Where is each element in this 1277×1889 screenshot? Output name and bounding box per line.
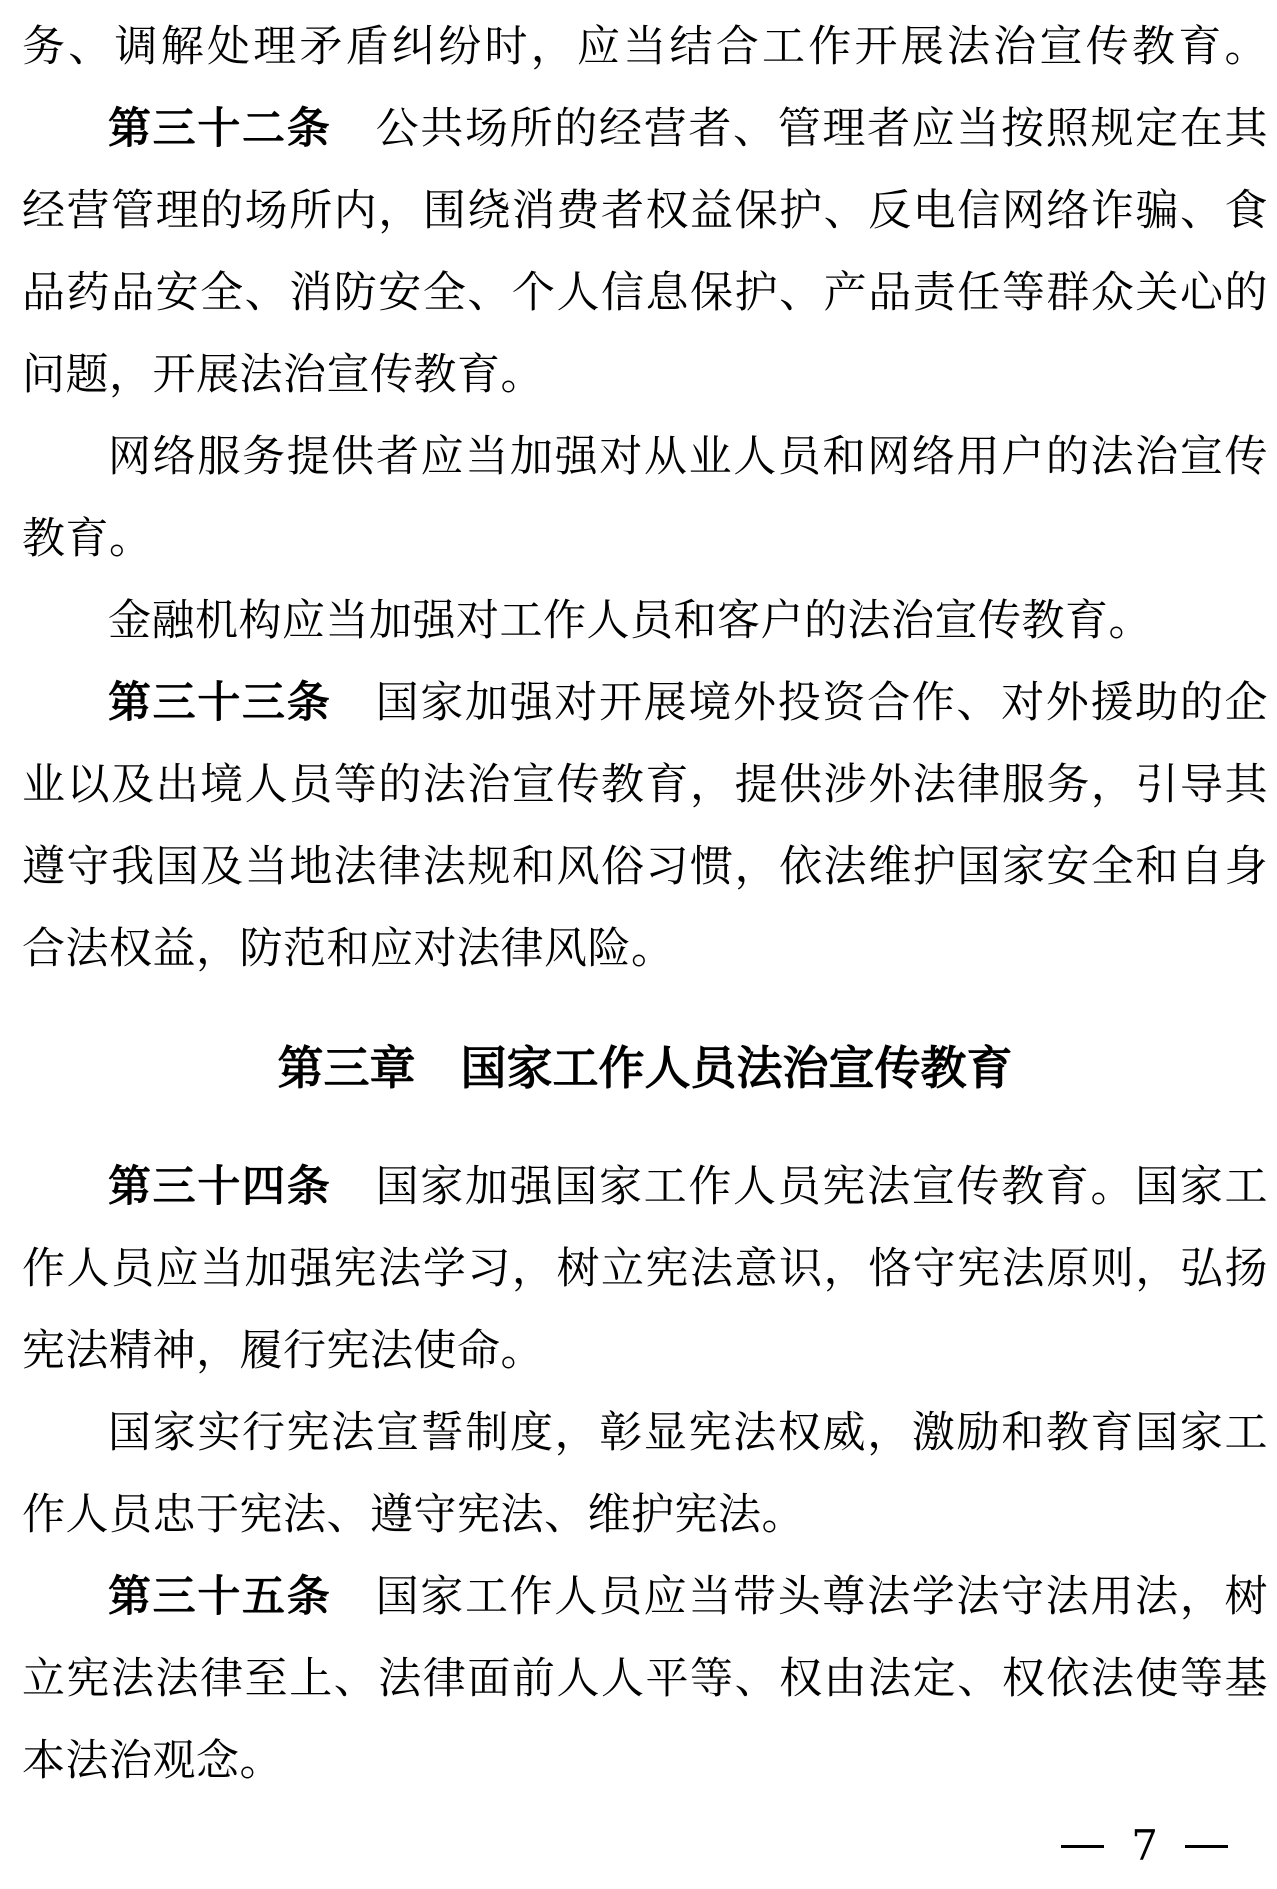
text-line: 作人员应当加强宪法学习，树立宪法意识，恪守宪法原则，弘扬: [22, 1244, 1268, 1294]
text-line: 经营管理的场所内，围绕消费者权益保护、反电信网络诈骗、食: [22, 186, 1268, 236]
text-line: 国家实行宪法宣誓制度，彰显宪法权威，激励和教育国家工: [108, 1408, 1268, 1458]
text-line: 作人员忠于宪法、遵守宪法、维护宪法。: [22, 1490, 805, 1540]
article-35-opening-line: [22, 1556, 1268, 1638]
text-line: 业以及出境人员等的法治宣传教育，提供涉外法律服务，引导其: [22, 760, 1268, 810]
footer-dash-left: [1061, 1845, 1104, 1848]
article-number: 第三十三条: [108, 678, 332, 728]
text-line: 遵守我国及当地法律法规和风俗习惯，依法维护国家安全和自身: [22, 842, 1268, 892]
text-line: 公共场所的经营者、管理者应当按照规定在其: [374, 104, 1269, 154]
text-line: 教育。: [22, 514, 153, 564]
chapter-title: 国家工作人员法治宣传教育: [460, 1041, 1013, 1095]
page-number: 7: [1131, 1821, 1158, 1870]
chapter-heading: [22, 1027, 1268, 1109]
chapter-number: 第三章: [277, 1041, 416, 1095]
text-line: 务、调解处理矛盾纠纷时，应当结合工作开展法治宣传教育。: [22, 22, 1268, 72]
text-line: 金融机构应当加强对工作人员和客户的法治宣传教育。: [108, 596, 1152, 646]
article-number: 第三十五条: [108, 1572, 332, 1622]
article-number: 第三十四条: [108, 1162, 332, 1212]
article-34-opening-line: [22, 1146, 1268, 1228]
article-32-opening-line: [22, 88, 1268, 170]
article-33-opening-line: [22, 662, 1268, 744]
page-footer: [22, 1821, 1268, 1870]
text-line: 国家工作人员应当带头尊法学法守法用法，树: [374, 1572, 1269, 1622]
text-line: 国家加强对开展境外投资合作、对外援助的企: [374, 678, 1269, 728]
text-line: 网络服务提供者应当加强对从业人员和网络用户的法治宣传: [108, 432, 1268, 482]
footer-dash-right: [1185, 1845, 1228, 1848]
text-line: 本法治观念。: [22, 1736, 283, 1786]
text-line: 立宪法法律至上、法律面前人人平等、权由法定、权依法使等基: [22, 1654, 1268, 1704]
text-line: 合法权益，防范和应对法律风险。: [22, 924, 675, 974]
text-line: 品药品安全、消防安全、个人信息保护、产品责任等群众关心的: [22, 268, 1268, 318]
text-line: 国家加强国家工作人员宪法宣传教育。国家工: [374, 1162, 1269, 1212]
text-line: 宪法精神，履行宪法使命。: [22, 1326, 544, 1376]
article-number: 第三十二条: [108, 104, 332, 154]
text-line: 问题，开展法治宣传教育。: [22, 350, 544, 400]
